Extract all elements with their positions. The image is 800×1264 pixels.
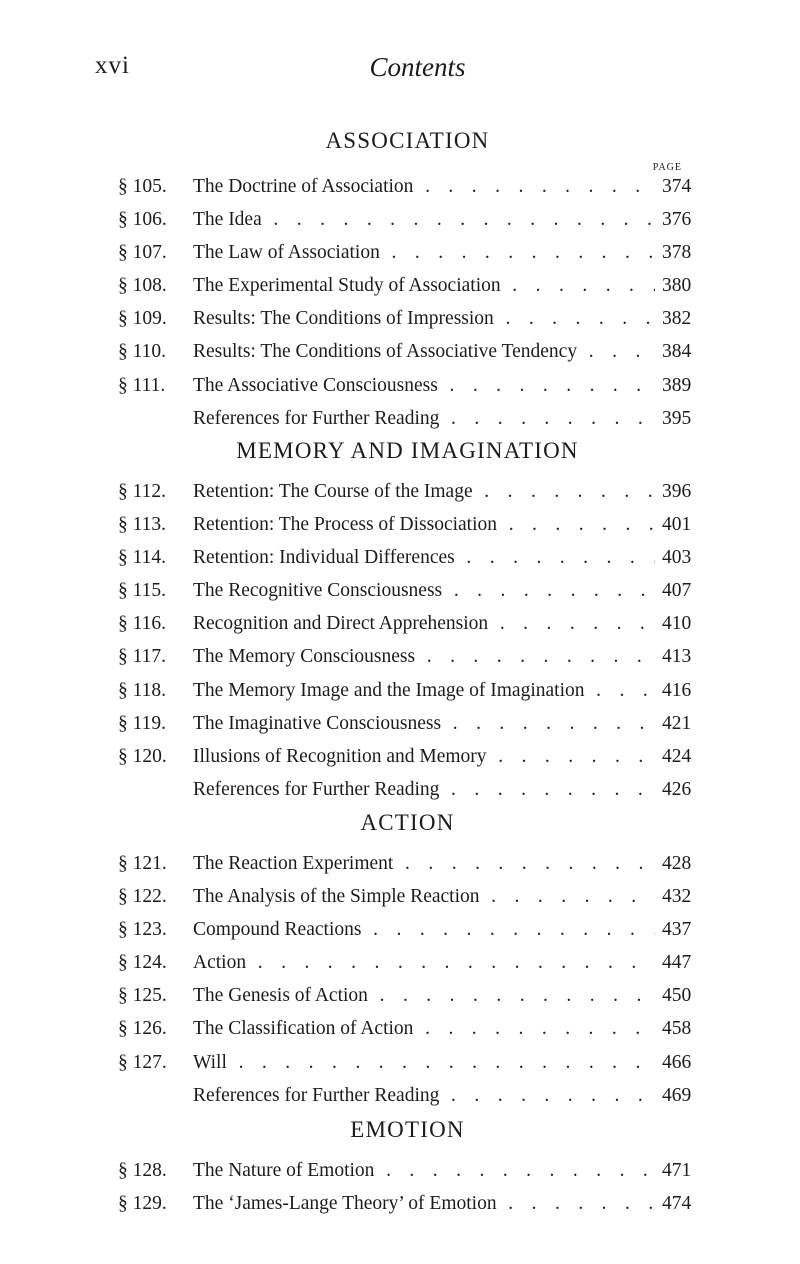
entry-section-number: § 128. bbox=[118, 1160, 167, 1181]
toc-entry bbox=[0, 508, 800, 541]
entry-section-number: § 126. bbox=[118, 1018, 167, 1040]
entry-section-number: § 119. bbox=[118, 712, 167, 734]
entry-page-number: 428 bbox=[662, 853, 692, 874]
entry-section-number: § 122. bbox=[118, 886, 167, 908]
entry-page-number: 424 bbox=[662, 745, 692, 767]
entry-section-number: § 111. bbox=[118, 374, 166, 396]
toc-entry bbox=[0, 773, 800, 806]
entry-section-number: § 110. bbox=[118, 341, 167, 363]
section-association bbox=[0, 124, 800, 435]
entry-page-number: 382 bbox=[662, 308, 692, 330]
entry-title: References for Further Reading . . . bbox=[193, 1079, 655, 1112]
entry-title: Retention: The Process of Dissociation . . . bbox=[193, 508, 655, 541]
entry-title: The Memory Image and the Image of Imagination . . . bbox=[193, 674, 655, 707]
page-column-label: PAGE bbox=[652, 162, 682, 173]
toc-entry bbox=[0, 170, 800, 203]
toc-entry bbox=[0, 302, 800, 335]
entry-page-number: 416 bbox=[662, 679, 692, 701]
toc-entry bbox=[0, 475, 800, 508]
entry-page-number: 432 bbox=[662, 886, 692, 908]
entry-page-number: 413 bbox=[662, 646, 692, 668]
entry-page-number: 469 bbox=[662, 1084, 692, 1106]
entry-page-number: 421 bbox=[662, 712, 692, 734]
entry-title: The Imaginative Consciousness . . . bbox=[193, 707, 655, 740]
toc-entry bbox=[0, 707, 800, 740]
page-title: Contents bbox=[369, 52, 466, 82]
entry-title: The ‘James-Lange Theory’ of Emotion . . . bbox=[193, 1187, 655, 1220]
toc-entry bbox=[0, 640, 800, 673]
toc-entry bbox=[0, 1154, 800, 1187]
entry-title: The Nature of Emotion . . . bbox=[193, 1154, 655, 1187]
toc-entry bbox=[0, 1046, 800, 1079]
entry-title: Results: The Conditions of Associative Tendency . . . bbox=[193, 335, 655, 368]
toc-entry bbox=[0, 574, 800, 607]
entry-page-number: 401 bbox=[662, 514, 692, 536]
entry-page-number: 410 bbox=[662, 613, 692, 635]
entry-page-number: 437 bbox=[662, 919, 692, 941]
entry-section-number: § 115. bbox=[118, 580, 167, 602]
section-title: ASSOCIATION bbox=[325, 128, 490, 153]
entry-section-number: § 108. bbox=[118, 275, 167, 297]
entry-page-number: 384 bbox=[662, 341, 692, 363]
page-header bbox=[95, 52, 740, 92]
entry-title: The Memory Consciousness . . . bbox=[193, 640, 655, 673]
entry-section-number: § 125. bbox=[118, 985, 167, 1007]
entry-title: Illusions of Recognition and Memory . . . bbox=[193, 740, 655, 773]
toc-entry bbox=[0, 203, 800, 236]
toc-entry bbox=[0, 369, 800, 402]
entry-title: The Law of Association . . . bbox=[193, 236, 655, 269]
entry-title: Retention: Individual Differences . . . bbox=[193, 541, 655, 574]
entry-page-number: 471 bbox=[662, 1160, 692, 1181]
toc-entry bbox=[0, 847, 800, 880]
entry-section-number: § 112. bbox=[118, 481, 167, 502]
entry-title: Results: The Conditions of Impression . . . bbox=[193, 302, 655, 335]
entry-title: The Idea . . . bbox=[193, 203, 655, 236]
toc-entry bbox=[0, 236, 800, 269]
entry-page-number: 403 bbox=[662, 547, 692, 569]
entry-title: References for Further Reading . . . bbox=[193, 402, 655, 435]
entry-page-number: 450 bbox=[662, 985, 692, 1007]
entry-section-number: § 123. bbox=[118, 919, 167, 941]
entry-title: The Analysis of the Simple Reaction . . . bbox=[193, 880, 655, 913]
entry-section-number: § 113. bbox=[118, 514, 167, 536]
entry-title: The Classification of Action . . . bbox=[193, 1012, 655, 1045]
toc-entry bbox=[0, 541, 800, 574]
toc-entry bbox=[0, 1187, 800, 1220]
entry-section-number: § 120. bbox=[118, 745, 167, 767]
page-number: xvi bbox=[95, 52, 130, 79]
entry-title: The Reaction Experiment . . . bbox=[193, 847, 655, 880]
toc-entry bbox=[0, 335, 800, 368]
entry-title: The Recognitive Consciousness . . . bbox=[193, 574, 655, 607]
entry-section-number: § 118. bbox=[118, 679, 167, 701]
entry-page-number: 426 bbox=[662, 778, 692, 800]
entry-page-number: 466 bbox=[662, 1051, 692, 1073]
section-memory-and-imagination bbox=[0, 434, 800, 806]
toc-entry bbox=[0, 1079, 800, 1112]
toc-entry bbox=[0, 913, 800, 946]
toc-entry bbox=[0, 674, 800, 707]
entry-title: Recognition and Direct Apprehension . . . bbox=[193, 607, 655, 640]
section-title: MEMORY AND IMAGINATION bbox=[236, 438, 579, 463]
entry-title: The Genesis of Action . . . bbox=[193, 979, 655, 1012]
entry-section-number: § 127. bbox=[118, 1051, 167, 1073]
toc-entry bbox=[0, 979, 800, 1012]
entry-page-number: 374 bbox=[662, 176, 692, 197]
entry-section-number: § 109. bbox=[118, 308, 167, 330]
toc-entry bbox=[0, 402, 800, 435]
entry-page-number: 407 bbox=[662, 580, 692, 602]
toc-entry bbox=[0, 740, 800, 773]
toc-entry bbox=[0, 880, 800, 913]
entry-page-number: 389 bbox=[662, 374, 692, 396]
entry-title: The Experimental Study of Association . . . bbox=[193, 269, 655, 302]
entry-title: Retention: The Course of the Image . . . bbox=[193, 475, 655, 508]
entry-page-number: 447 bbox=[662, 952, 692, 974]
entry-title: Will . . . bbox=[193, 1046, 655, 1079]
section-title: ACTION bbox=[360, 810, 455, 835]
entry-page-number: 380 bbox=[662, 275, 692, 297]
toc-entry bbox=[0, 946, 800, 979]
entry-page-number: 378 bbox=[662, 242, 692, 264]
entry-title: The Associative Consciousness . . . bbox=[193, 369, 655, 402]
section-title: EMOTION bbox=[350, 1117, 465, 1142]
entry-title: References for Further Reading . . . bbox=[193, 773, 655, 806]
entry-title: Action . . . bbox=[193, 946, 655, 979]
section-emotion bbox=[0, 1113, 800, 1220]
section-action bbox=[0, 806, 800, 1112]
entry-title: Compound Reactions . . . bbox=[193, 913, 655, 946]
toc-entry bbox=[0, 607, 800, 640]
entry-section-number: § 124. bbox=[118, 952, 167, 974]
entry-title: The Doctrine of Association . . . bbox=[193, 170, 655, 203]
entry-page-number: 458 bbox=[662, 1018, 692, 1040]
entry-section-number: § 121. bbox=[118, 853, 167, 874]
entry-section-number: § 117. bbox=[118, 646, 167, 668]
entry-section-number: § 116. bbox=[118, 613, 167, 635]
entry-page-number: 395 bbox=[662, 407, 692, 429]
entry-section-number: § 105. bbox=[118, 176, 167, 197]
entry-page-number: 396 bbox=[662, 481, 692, 502]
entry-page-number: 474 bbox=[662, 1193, 692, 1215]
toc-entry bbox=[0, 1012, 800, 1045]
entry-page-number: 376 bbox=[662, 209, 692, 231]
entry-section-number: § 106. bbox=[118, 209, 167, 231]
entry-section-number: § 129. bbox=[118, 1193, 167, 1215]
toc-entry bbox=[0, 269, 800, 302]
entry-section-number: § 114. bbox=[118, 547, 167, 569]
entry-section-number: § 107. bbox=[118, 242, 167, 264]
